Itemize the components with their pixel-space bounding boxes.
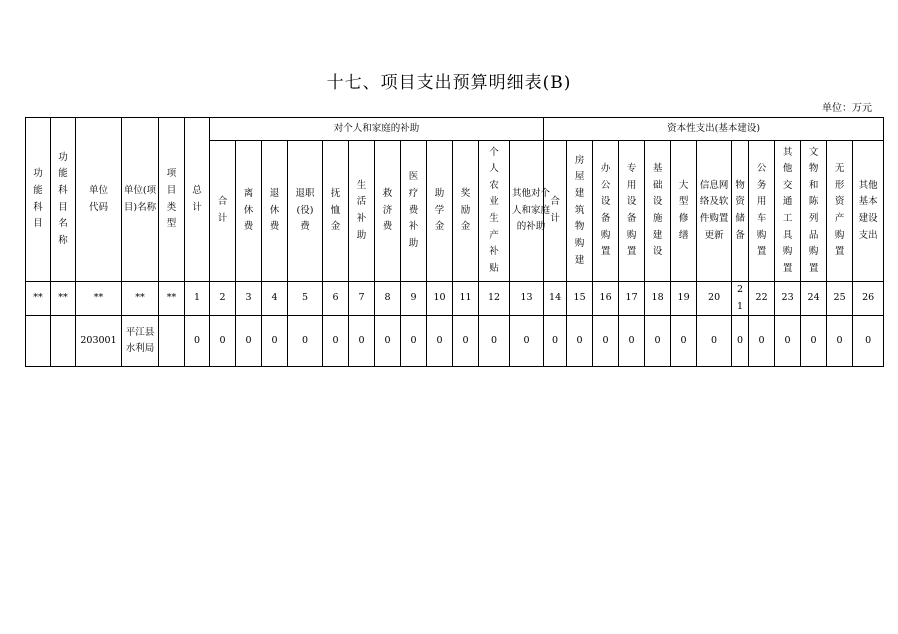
value-cell: 0 [453, 316, 479, 367]
value-cell: 0 [645, 316, 671, 367]
column-index-cell: 3 [236, 282, 262, 316]
value-cell: 0 [593, 316, 619, 367]
table-row [26, 316, 884, 367]
project-type-cell [159, 316, 185, 367]
header-c4: 专用设备购置 [619, 141, 645, 282]
column-index-cell: ** [26, 282, 51, 316]
value-cell: 0 [375, 316, 401, 367]
header-c13: 其他基本建设支出 [853, 141, 884, 282]
column-index-cell: 10 [427, 282, 453, 316]
column-index-cell: 23 [775, 282, 801, 316]
column-index-cell: 20 [697, 282, 732, 316]
column-index-cell: 7 [349, 282, 375, 316]
value-cell: 0 [619, 316, 645, 367]
header-ptype: 项目类型 [159, 118, 185, 282]
value-cell: 0 [262, 316, 288, 367]
column-index-cell: 1 [185, 282, 210, 316]
column-index-cell: 24 [801, 282, 827, 316]
header-p10: 奖励金 [453, 141, 479, 282]
value-cell: 0 [349, 316, 375, 367]
header-p7: 救济费 [375, 141, 401, 282]
value-cell: 0 [288, 316, 323, 367]
funcname-cell [51, 316, 76, 367]
header-total: 总计 [185, 118, 210, 282]
header-p11: 个人农业生产补贴 [479, 141, 510, 282]
column-index-cell: ** [159, 282, 185, 316]
func-cell [26, 316, 51, 367]
column-index-cell: 21 [732, 282, 749, 316]
header-func: 功能科目 [26, 118, 51, 282]
column-index-cell: 18 [645, 282, 671, 316]
column-index-cell: 9 [401, 282, 427, 316]
value-cell: 0 [567, 316, 593, 367]
column-index-cell: 15 [567, 282, 593, 316]
column-index-cell: 22 [749, 282, 775, 316]
value-cell: 0 [510, 316, 544, 367]
column-index-cell: 8 [375, 282, 401, 316]
header-c12: 无形资产购置 [827, 141, 853, 282]
column-index-cell: 4 [262, 282, 288, 316]
column-index-cell: ** [76, 282, 122, 316]
header-p3: 退休费 [262, 141, 288, 282]
value-cell: 0 [749, 316, 775, 367]
value-cell: 0 [732, 316, 749, 367]
column-index-cell: ** [122, 282, 159, 316]
column-index-cell: 19 [671, 282, 697, 316]
header-p9: 助学金 [427, 141, 453, 282]
header-c9: 公务用车购置 [749, 141, 775, 282]
unit-code-cell: 203001 [76, 316, 122, 367]
group-personal-subsidy: 对个人和家庭的补助 [210, 118, 544, 141]
group-capital-expenditure: 资本性支出(基本建设) [544, 118, 884, 141]
page-title: 十七、项目支出预算明细表(B) [326, 73, 572, 93]
header-c11: 文物和陈列品购置 [801, 141, 827, 282]
value-cell: 0 [236, 316, 262, 367]
value-cell: 0 [671, 316, 697, 367]
header-p4: 退职(役)费 [288, 141, 323, 282]
header-p5: 抚恤金 [323, 141, 349, 282]
column-index-cell: 14 [544, 282, 567, 316]
column-index-cell: 13 [510, 282, 544, 316]
header-p8: 医疗费补助 [401, 141, 427, 282]
column-index-cell: 17 [619, 282, 645, 316]
budget-detail-table [25, 117, 884, 367]
value-cell: 0 [544, 316, 567, 367]
column-index-cell: 2 [210, 282, 236, 316]
header-funcname: 功能科目名称 [51, 118, 76, 282]
value-cell: 0 [697, 316, 732, 367]
column-index-cell: ** [51, 282, 76, 316]
header-c5: 基础设施建设 [645, 141, 671, 282]
column-index-cell: 5 [288, 282, 323, 316]
header-c3: 办公设备购置 [593, 141, 619, 282]
value-cell: 0 [801, 316, 827, 367]
column-index-cell: 16 [593, 282, 619, 316]
unit-label: 单位：万元 [822, 103, 872, 114]
header-p6: 生活补助 [349, 141, 375, 282]
header-c1: 合计 [544, 141, 567, 282]
header-c2: 房屋建筑物购建 [567, 141, 593, 282]
header-c10: 其他交通工具购置 [775, 141, 801, 282]
column-index-cell: 12 [479, 282, 510, 316]
header-p2: 离休费 [236, 141, 262, 282]
column-index-cell: 11 [453, 282, 479, 316]
column-index-cell: 26 [853, 282, 884, 316]
header-c6: 大型修缮 [671, 141, 697, 282]
value-cell: 0 [210, 316, 236, 367]
header-c8: 物资储备 [732, 141, 749, 282]
value-cell: 0 [479, 316, 510, 367]
column-index-cell: 25 [827, 282, 853, 316]
value-cell: 0 [853, 316, 884, 367]
value-cell: 0 [827, 316, 853, 367]
value-cell: 0 [401, 316, 427, 367]
column-index-cell: 6 [323, 282, 349, 316]
header-unitcode: 单位代码 [76, 118, 122, 282]
header-unitname: 单位(项目)名称 [122, 118, 159, 282]
value-cell: 0 [323, 316, 349, 367]
header-c7: 信息网络及软件购置更新 [697, 141, 732, 282]
value-cell: 0 [775, 316, 801, 367]
unit-name-cell: 平江县水利局 [122, 316, 159, 367]
value-cell: 0 [427, 316, 453, 367]
column-index-row [26, 282, 884, 316]
header-p1: 合计 [210, 141, 236, 282]
value-cell: 0 [185, 316, 210, 367]
header-p12: 其他对个人和家庭的补助 [510, 141, 544, 282]
